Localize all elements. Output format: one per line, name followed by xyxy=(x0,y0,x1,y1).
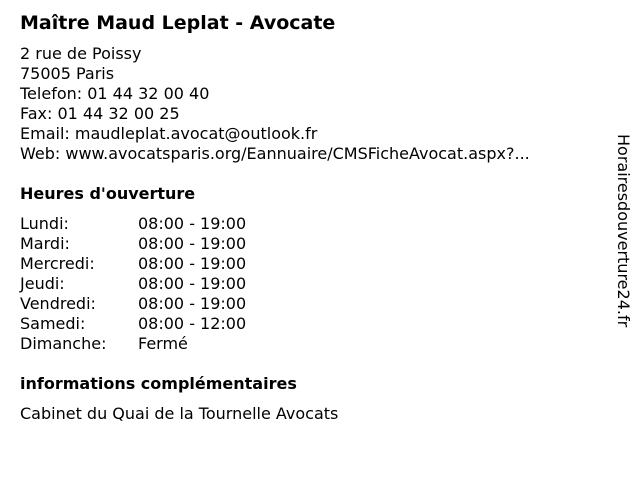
day-label: Mardi: xyxy=(20,234,70,253)
info-text: Cabinet du Quai de la Tournelle Avocats xyxy=(20,404,339,423)
contact-block xyxy=(20,44,530,164)
email-address: Email: maudleplat.avocat@outlook.fr xyxy=(20,124,318,143)
time-value: 08:00 - 19:00 xyxy=(138,274,247,293)
fax-number: Fax: 01 44 32 00 25 xyxy=(20,104,180,123)
street-address: 2 rue de Poissy xyxy=(20,44,142,63)
time-value: 08:00 - 19:00 xyxy=(138,294,247,313)
hours-heading: Heures d'ouverture xyxy=(20,184,196,203)
day-label: Vendredi: xyxy=(20,294,96,313)
side-brand-watermark: Horairesdouverture24.fr xyxy=(614,134,633,328)
time-value: 08:00 - 12:00 xyxy=(138,314,247,333)
day-label: Samedi: xyxy=(20,314,86,333)
time-value: 08:00 - 19:00 xyxy=(138,234,247,253)
info-heading: informations complémentaires xyxy=(20,374,297,393)
city-postal: 75005 Paris xyxy=(20,64,115,83)
day-label: Lundi: xyxy=(20,214,69,233)
time-value: Fermé xyxy=(138,334,188,353)
time-value: 08:00 - 19:00 xyxy=(138,214,247,233)
day-label: Jeudi: xyxy=(20,274,65,293)
page-title: Maître Maud Leplat - Avocate xyxy=(20,12,336,34)
phone-number: Telefon: 01 44 32 00 40 xyxy=(20,84,210,103)
day-label: Dimanche: xyxy=(20,334,107,353)
website-url: Web: www.avocatsparis.org/Eannuaire/CMSFicheAvocat.aspx?... xyxy=(20,144,530,163)
time-value: 08:00 - 19:00 xyxy=(138,254,247,273)
day-label: Mercredi: xyxy=(20,254,95,273)
